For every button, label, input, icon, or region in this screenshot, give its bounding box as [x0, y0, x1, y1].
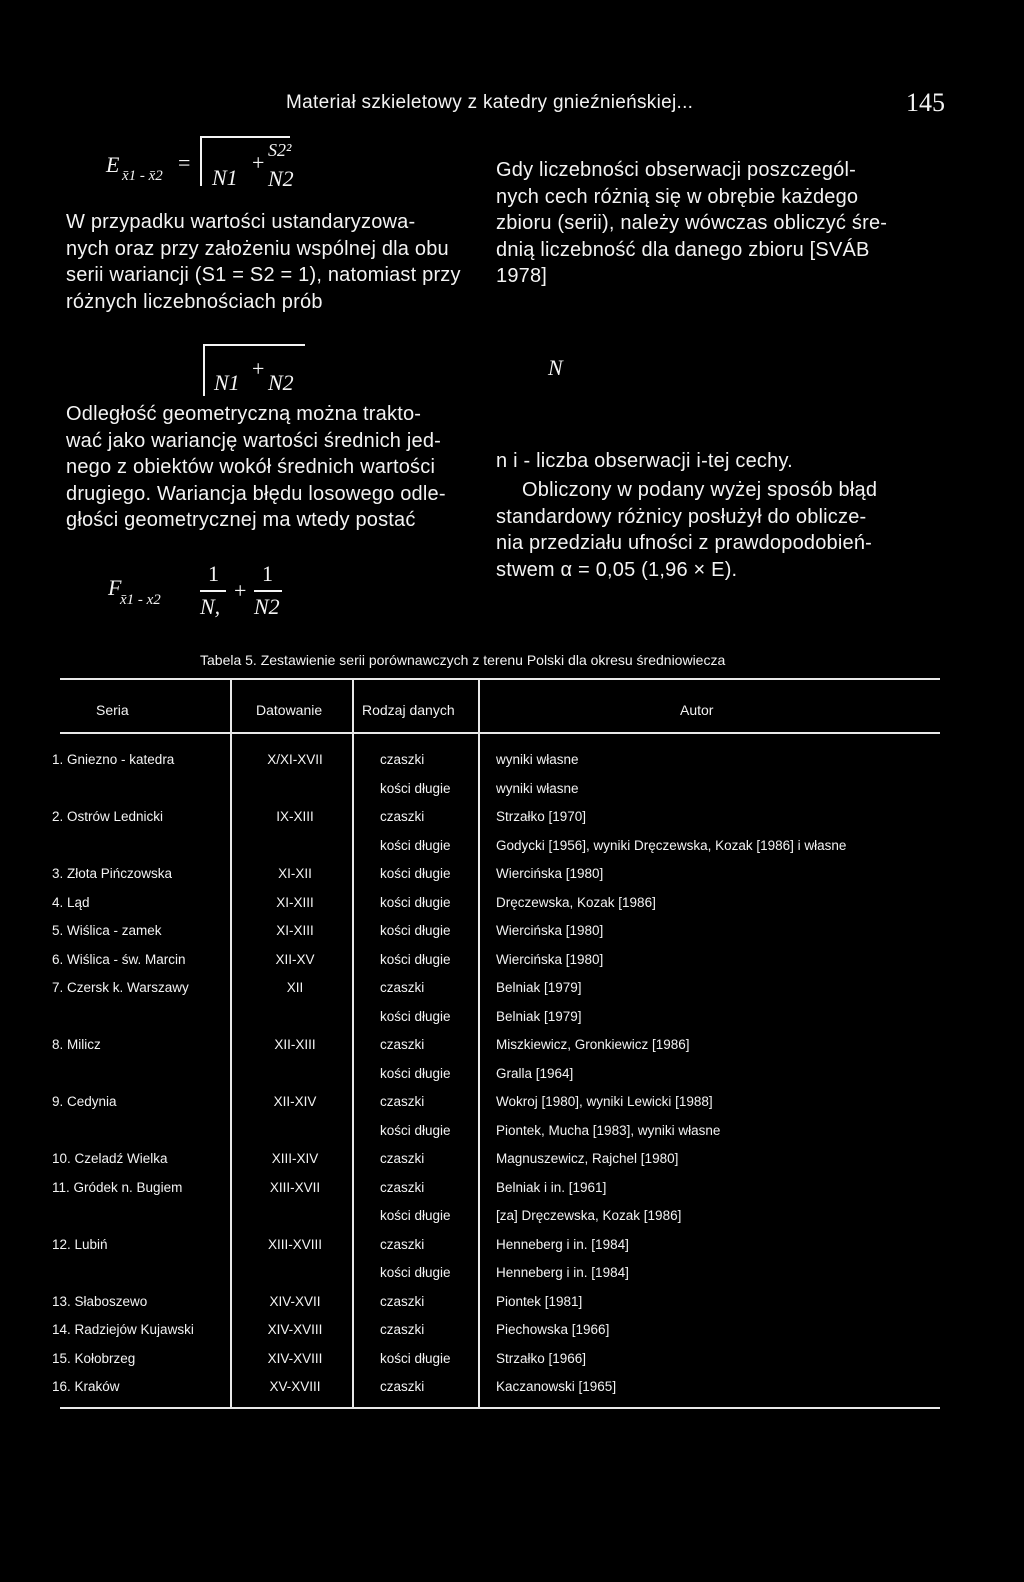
row-datowanie: XI-XIII [276, 894, 314, 910]
formula3-numerator-1: 1 [208, 561, 219, 586]
row-datowanie: XI-XII [278, 866, 312, 881]
row-seria: 14. Radziejów Kujawski [52, 1322, 194, 1337]
table-top-rule [60, 678, 940, 680]
formula1-plus: + [252, 150, 265, 175]
text-line: różnych liczebnościach prób [66, 290, 323, 313]
row-autor: Belniak [1979] [496, 980, 582, 995]
text-line: nych oraz przy założeniu wspólnej dla obu [66, 237, 449, 260]
header-seria: Seria [96, 702, 129, 718]
row-autor: Piontek, Mucha [1983], wyniki własne [496, 1122, 721, 1138]
row-autor: Strzałko [1966] [496, 1350, 587, 1366]
mean-n-symbol: N [548, 355, 563, 380]
row-autor: Wiercińska [1980] [496, 866, 604, 881]
row-rodzaj: czaszki [380, 980, 425, 995]
text-line: Gdy liczebności obserwacji poszczegól- [496, 159, 856, 181]
row-rodzaj: czaszki [380, 1293, 425, 1309]
row-seria: 12. Lubiń [52, 1236, 108, 1252]
row-rodzaj: kości długie [380, 1350, 451, 1366]
row-rodzaj: czaszki [380, 1236, 425, 1252]
row-rodzaj: kości długie [380, 1208, 451, 1223]
table-bottom-rule [60, 1407, 940, 1409]
row-seria: 2. Ostrów Lednicki [52, 809, 164, 824]
text-line: stwem α = 0,05 (1,96 × E). [496, 558, 738, 581]
text-line: zbioru (serii), należy wówczas obliczyć śre- [496, 212, 888, 234]
row-rodzaj: kości długie [380, 951, 451, 967]
text-line: nych cech różnią się w obrębie każdego [496, 185, 859, 208]
row-rodzaj: czaszki [380, 1379, 425, 1394]
header-rodzaj-danych: Rodzaj danych [362, 702, 455, 718]
formula3-fraction-bar-2 [254, 590, 282, 592]
row-seria: 9. Cedynia [52, 1094, 117, 1109]
table-caption: Tabela 5. Zestawienie serii porównawczych z terenu Polski dla okresu średniowiecza [200, 652, 726, 668]
formula3-n2: N2 [254, 594, 280, 619]
row-autor: Dręczewska, Kozak [1986] [496, 894, 656, 910]
row-autor: Henneberg i in. [1984] [496, 1236, 629, 1252]
row-rodzaj: kości długie [380, 923, 451, 938]
row-seria: 15. Kołobrzeg [52, 1350, 136, 1366]
row-rodzaj: czaszki [380, 1179, 425, 1195]
row-rodzaj: kości długie [380, 1122, 451, 1138]
row-autor: Kaczanowski [1965] [496, 1379, 617, 1394]
row-datowanie: XII-XV [275, 951, 315, 967]
row-rodzaj: kości długie [380, 1265, 451, 1280]
text-line: nia przedziału ufności z prawdopodobień- [496, 532, 873, 554]
formula1-n2: N2 [268, 166, 294, 191]
row-seria: 1. Gniezno - katedra [52, 752, 175, 767]
formula3-subscript: x̄1 - x2 [120, 592, 161, 608]
formula2-n1: N1 [214, 370, 240, 395]
row-seria: 6. Wiślica - św. Marcin [52, 951, 186, 967]
row-rodzaj: kości długie [380, 837, 451, 853]
row-autor: Wiercińska [1980] [496, 951, 604, 967]
row-autor: wyniki własne [496, 752, 579, 767]
row-rodzaj: kości długie [380, 894, 451, 910]
formula1-equals: = [178, 150, 191, 175]
row-seria: 7. Czersk k. Warszawy [52, 980, 189, 995]
table-header-rule [60, 732, 940, 734]
formula3-lhs: F [108, 575, 122, 600]
row-datowanie: XIII-XIV [271, 1151, 319, 1166]
header-autor: Autor [680, 702, 714, 718]
row-autor: Wokroj [1980], wyniki Lewicki [1988] [496, 1094, 713, 1109]
text-line: wać jako wariancję wartości średnich jed- [66, 429, 442, 452]
row-seria: 13. Słaboszewo [52, 1293, 148, 1309]
text-line: Obliczony w podany wyżej sposób błąd [522, 479, 878, 501]
row-seria: 3. Złota Pińczowska [52, 866, 173, 881]
row-autor: Gralla [1964] [496, 1065, 574, 1081]
row-seria: 5. Wiślica - zamek [52, 923, 162, 938]
column-divider [230, 680, 232, 1408]
text-line: serii wariancji (S1 = S2 = 1), natomiast przy [66, 264, 461, 286]
row-autor: Piechowska [1966] [496, 1322, 610, 1337]
row-autor: Belniak [1979] [496, 1008, 582, 1024]
row-datowanie: X/XI-XVII [267, 752, 323, 767]
column-divider [478, 680, 480, 1408]
formula3-fraction-bar-1 [200, 590, 226, 592]
row-datowanie: XV-XVIII [269, 1379, 321, 1394]
formula1-lhs: E [106, 152, 120, 177]
row-autor: [za] Dręczewska, Kozak [1986] [496, 1208, 682, 1223]
row-seria: 4. Ląd [52, 894, 90, 910]
row-datowanie: XII-XIII [274, 1037, 316, 1052]
row-autor: Godycki [1956], wyniki Dręczewska, Kozak [1986] i własne [496, 837, 847, 853]
formula3-plus: + [234, 578, 247, 603]
text-line: dnią liczebność dla danego zbioru [SVÁB [496, 238, 870, 261]
text-line: Odległość geometryczną można trakto- [66, 403, 422, 425]
row-seria: 11. Gródek n. Bugiem [52, 1179, 183, 1195]
text-line: drugiego. Wariancja błędu losowego odle- [66, 482, 446, 505]
text-line: standardowy różnicy posłużył do oblicze- [496, 505, 867, 528]
text-line: nego z obiektów wokół średnich wartości [66, 456, 436, 478]
row-autor: Wiercińska [1980] [496, 923, 604, 938]
row-rodzaj: kości długie [380, 1008, 451, 1024]
row-rodzaj: czaszki [380, 1037, 425, 1052]
row-datowanie: XIV-XVIII [267, 1350, 323, 1366]
text-line: głości geometrycznej ma wtedy postać [66, 509, 416, 531]
formula1-s2: S2² [268, 140, 292, 160]
row-datowanie: XIII-XVIII [267, 1236, 322, 1252]
right-paragraph-1 [496, 157, 941, 290]
row-rodzaj: kości długie [380, 780, 451, 796]
row-datowanie: XII-XIV [273, 1094, 317, 1109]
row-autor: Magnuszewicz, Rajchel [1980] [496, 1151, 679, 1166]
text-line: 1978] [496, 265, 548, 287]
running-header: Materiał szkieletowy z katedry gnieźnieńskiej... [286, 92, 694, 113]
row-autor: wyniki własne [496, 780, 579, 796]
row-autor: Belniak i in. [1961] [496, 1179, 607, 1195]
row-seria: 8. Milicz [52, 1037, 101, 1052]
row-autor: Piontek [1981] [496, 1293, 583, 1309]
row-rodzaj: kości długie [380, 866, 451, 881]
row-autor: Henneberg i in. [1984] [496, 1265, 629, 1280]
row-datowanie: XIV-XVIII [267, 1322, 323, 1337]
row-datowanie: XI-XIII [276, 923, 314, 938]
row-seria: 16. Kraków [52, 1379, 120, 1394]
row-autor: Miszkiewicz, Gronkiewicz [1986] [496, 1037, 690, 1052]
row-rodzaj: czaszki [380, 752, 425, 767]
row-seria: 10. Czeladź Wielka [52, 1151, 168, 1166]
row-rodzaj: kości długie [380, 1065, 451, 1081]
row-datowanie: XIV-XVII [269, 1293, 321, 1309]
formula1-n1: N1 [212, 165, 238, 190]
row-rodzaj: czaszki [380, 1094, 425, 1109]
page-number: 145 [906, 88, 945, 117]
formula2-plus: + [252, 356, 265, 381]
row-datowanie: XII [286, 980, 304, 995]
formula3-n1: N, [200, 594, 221, 619]
row-rodzaj: czaszki [380, 1151, 425, 1166]
left-paragraph-1 [66, 209, 481, 315]
text-line: W przypadku wartości ustandaryzowa- [66, 211, 416, 233]
formula2-n2: N2 [268, 370, 294, 395]
formula3-numerator-2: 1 [262, 561, 273, 586]
header-datowanie: Datowanie [256, 702, 323, 718]
left-paragraph-2 [66, 401, 481, 534]
right-paragraph-2 [496, 477, 941, 583]
row-rodzaj: czaszki [380, 809, 425, 824]
row-autor: Strzałko [1970] [496, 809, 587, 824]
row-rodzaj: czaszki [380, 1322, 425, 1337]
row-datowanie: XIII-XVII [269, 1179, 321, 1195]
row-datowanie: IX-XIII [276, 809, 314, 824]
formula1-subscript: x̄1 - x̄2 [122, 168, 163, 184]
ni-definition: n i - liczba obserwacji i-tej cechy. [496, 450, 793, 472]
